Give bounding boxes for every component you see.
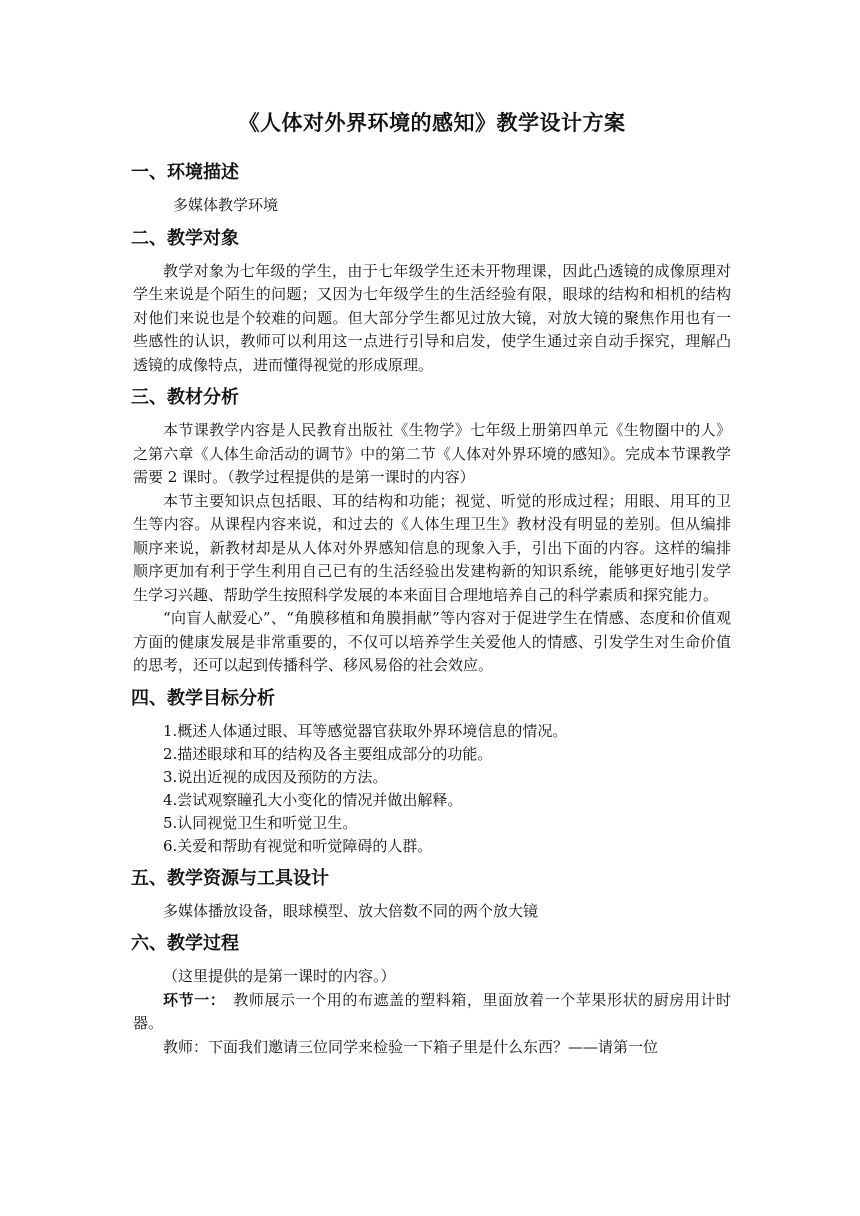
paragraph: 教学对象为七年级的学生，由于七年级学生还未开物理课，因此凸透镜的成像原理对学生来说是个陌生的问题；又因为七年级学生的生活经验有限，眼球的结构和相机的结构对他们来说也是个较难的问题。但大部分学生都见过放大镜，对放大镜的聚焦作用也有一些感性的认识，教师可以利用这一点进行引导和启发，使学生通过亲自动手探究，理解凸透镜的成像特点，进而懂得视觉的形成原理。 bbox=[133, 261, 731, 374]
paragraph: 教师：下面我们邀请三位同学来检验一下箱子里是什么东西？——请第一位 bbox=[163, 1037, 659, 1056]
section-heading: 二、教学对象 bbox=[131, 227, 239, 249]
section-resources bbox=[133, 866, 731, 924]
section-heading: 五、教学资源与工具设计 bbox=[131, 867, 329, 889]
paragraph: （这里提供的是第一课时的内容。） bbox=[163, 967, 396, 985]
paragraph: 本节课教学内容是人民教育出版社《生物学》七年级上册第四单元《生物圈中的人》之第六章《人体生命活动的调节》中的第二节《人体对外界环境的感知》。完成本节课教学需要 2 课时。（教学过程提供的是第一课时的内容） bbox=[133, 421, 731, 486]
list-item: 2.描述眼球和耳的结构及各主要组成部分的功能。 bbox=[163, 744, 493, 763]
section-objectives bbox=[133, 686, 731, 858]
objectives-list bbox=[163, 720, 731, 858]
list-item: 4.尝试观察瞳孔大小变化的情况并做出解释。 bbox=[163, 790, 463, 809]
paragraph: 多媒体播放设备，眼球模型、放大倍数不同的两个放大镜 bbox=[163, 901, 539, 920]
section-audience bbox=[133, 226, 731, 378]
section-heading: 六、教学过程 bbox=[131, 933, 239, 954]
step-text: 教师展示一个用的布遮盖的塑料箱，里面放着一个苹果形状的厨房用计时器。 bbox=[133, 990, 731, 1032]
section-process bbox=[133, 931, 731, 1059]
list-item: 5.认同视觉卫生和听觉卫生。 bbox=[163, 813, 358, 832]
document-title: 《人体对外界环境的感知》教学设计方案 bbox=[238, 110, 626, 135]
paragraph: 多媒体教学环境 bbox=[173, 196, 279, 214]
paragraph: “向盲人献爱心”、“角膜移植和角膜捐献”等内容对于促进学生在情感、态度和价值观方面的健康发展是非常重要的，不仅可以培养学生关爱他人的情感、引发学生对生命价值的思考，还可以起到传播科学、移风易俗的社会效应。 bbox=[133, 609, 731, 674]
section-environment bbox=[133, 160, 731, 218]
section-heading: 一、环境描述 bbox=[131, 162, 239, 183]
document-page bbox=[133, 108, 731, 1067]
list-item: 1.概述人体通过眼、耳等感觉器官获取外界环境信息的情况。 bbox=[163, 721, 568, 740]
section-material-analysis bbox=[133, 385, 731, 678]
section-heading: 四、教学目标分析 bbox=[131, 687, 275, 709]
step-label: 环节一： bbox=[163, 990, 218, 1009]
paragraph: 本节主要知识点包括眼、耳的结构和功能；视觉、听觉的形成过程；用眼、用耳的卫生等内容。从课程内容来说，和过去的《人体生理卫生》教材没有明显的差别。但从编排顺序来说，新教材却是从人体对外界感知信息的现象入手，引出下面的内容。这样的编排顺序更加有利于学生利用自己已有的生活经验出发建构新的知识系统，能够更好地引发学生学习兴趣、帮助学生按照科学发展的本来面目合理地培养自己的科学素质和探究能力。 bbox=[133, 491, 731, 604]
section-heading: 三、教材分析 bbox=[131, 387, 239, 408]
paragraph bbox=[133, 989, 731, 1036]
list-item: 3.说出近视的成因及预防的方法。 bbox=[163, 767, 388, 786]
list-item: 6.关爱和帮助有视觉和听觉障碍的人群。 bbox=[163, 836, 433, 855]
